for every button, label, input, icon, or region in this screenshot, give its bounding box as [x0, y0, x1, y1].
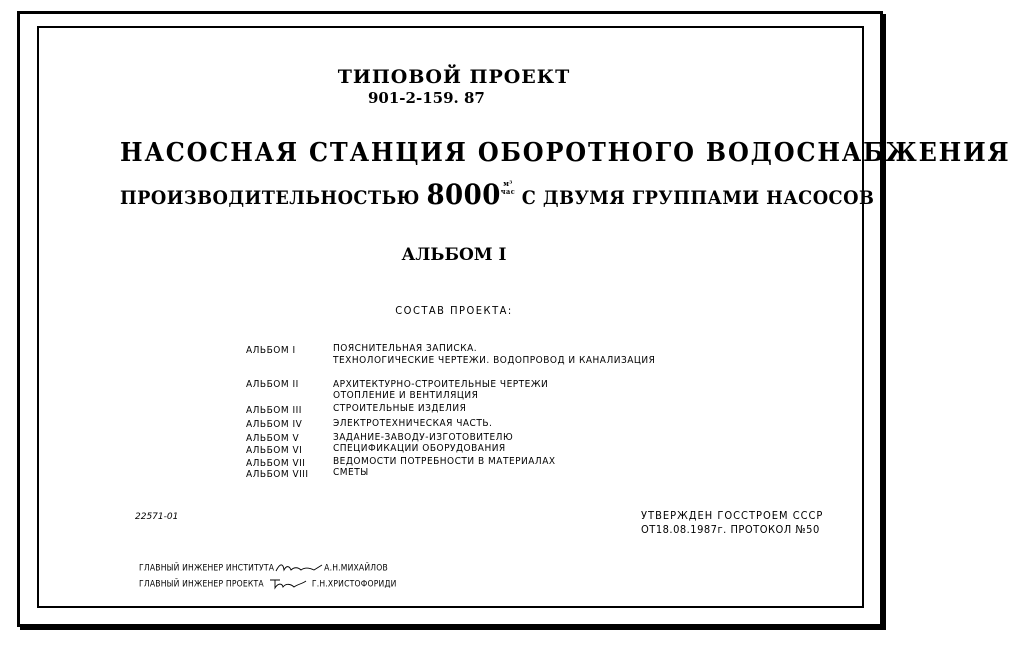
signatory-role: ГЛАВНЫЙ ИНЖЕНЕР ИНСТИТУТА	[139, 563, 275, 574]
album-name: АЛЬБОМ VIII	[246, 469, 309, 480]
signature-row	[139, 561, 388, 575]
album-desc-line: СПЕЦИФИКАЦИИ ОБОРУДОВАНИЯ	[333, 443, 506, 454]
project-title-line1: НАСОСНАЯ СТАНЦИЯ ОБОРОТНОГО ВОДОСНАБЖЕНИЯ	[120, 138, 1010, 168]
capacity-unit	[501, 180, 515, 196]
document-number: 22571-01	[135, 512, 179, 522]
project-title-line2	[120, 178, 874, 211]
album-name: АЛЬБОМ VI	[246, 445, 303, 456]
capacity-value: 8000	[426, 178, 501, 211]
album-desc-line: ТЕХНОЛОГИЧЕСКИЕ ЧЕРТЕЖИ. ВОДОПРОВОД И КАНАЛИЗАЦИЯ	[333, 355, 656, 366]
approval-line1: УТВЕРЖДЕН ГОССТРОЕМ СССР	[641, 509, 824, 522]
album-desc-line: ЗАДАНИЕ-ЗАВОДУ-ИЗГОТОВИТЕЛЮ	[333, 432, 514, 443]
album-desc-line: СМЕТЫ	[333, 467, 369, 478]
album-name: АЛЬБОМ VII	[246, 458, 306, 469]
album-title: АЛЬБОМ I	[401, 245, 507, 265]
series-label: ТИПОВОЙ ПРОЕКТ	[337, 66, 571, 88]
album-name: АЛЬБОМ II	[246, 379, 299, 390]
album-desc-line: ПОЯСНИТЕЛЬНАЯ ЗАПИСКА.	[333, 343, 478, 354]
album-name: АЛЬБОМ V	[246, 433, 300, 444]
album-name: АЛЬБОМ I	[246, 345, 296, 356]
signatory-name: Г.Н.ХРИСТОФОРИДИ	[311, 579, 397, 590]
unit-top: м³	[503, 179, 513, 188]
signature-row	[139, 577, 397, 591]
album-name: АЛЬБОМ III	[246, 405, 302, 416]
title-prefix: ПРОИЗВОДИТЕЛЬНОСТЬЮ	[120, 187, 420, 209]
handwritten-signature	[264, 577, 312, 591]
title-suffix: С ДВУМЯ ГРУППАМИ НАСОСОВ	[521, 187, 875, 209]
project-code: 901-2-159. 87	[368, 89, 485, 107]
album-name: АЛЬБОМ IV	[246, 419, 303, 430]
album-desc-line: АРХИТЕКТУРНО-СТРОИТЕЛЬНЫЕ ЧЕРТЕЖИ	[333, 379, 549, 390]
album-desc-line: ВЕДОМОСТИ ПОТРЕБНОСТИ В МАТЕРИАЛАХ	[333, 456, 556, 467]
signatory-role: ГЛАВНЫЙ ИНЖЕНЕР ПРОЕКТА	[139, 579, 264, 590]
unit-bottom: час	[500, 187, 516, 196]
signatory-name: А.Н.МИХАЙЛОВ	[324, 563, 388, 574]
album-desc-line: ОТОПЛЕНИЕ И ВЕНТИЛЯЦИЯ	[333, 390, 479, 401]
album-desc-line: СТРОИТЕЛЬНЫЕ ИЗДЕЛИЯ	[333, 403, 467, 414]
contents-heading: СОСТАВ ПРОЕКТА:	[395, 304, 513, 317]
handwritten-signature	[274, 561, 324, 575]
approval-line2: ОТ18.08.1987г. ПРОТОКОЛ №50	[641, 523, 820, 536]
album-desc-line: ЭЛЕКТРОТЕХНИЧЕСКАЯ ЧАСТЬ.	[333, 418, 493, 429]
